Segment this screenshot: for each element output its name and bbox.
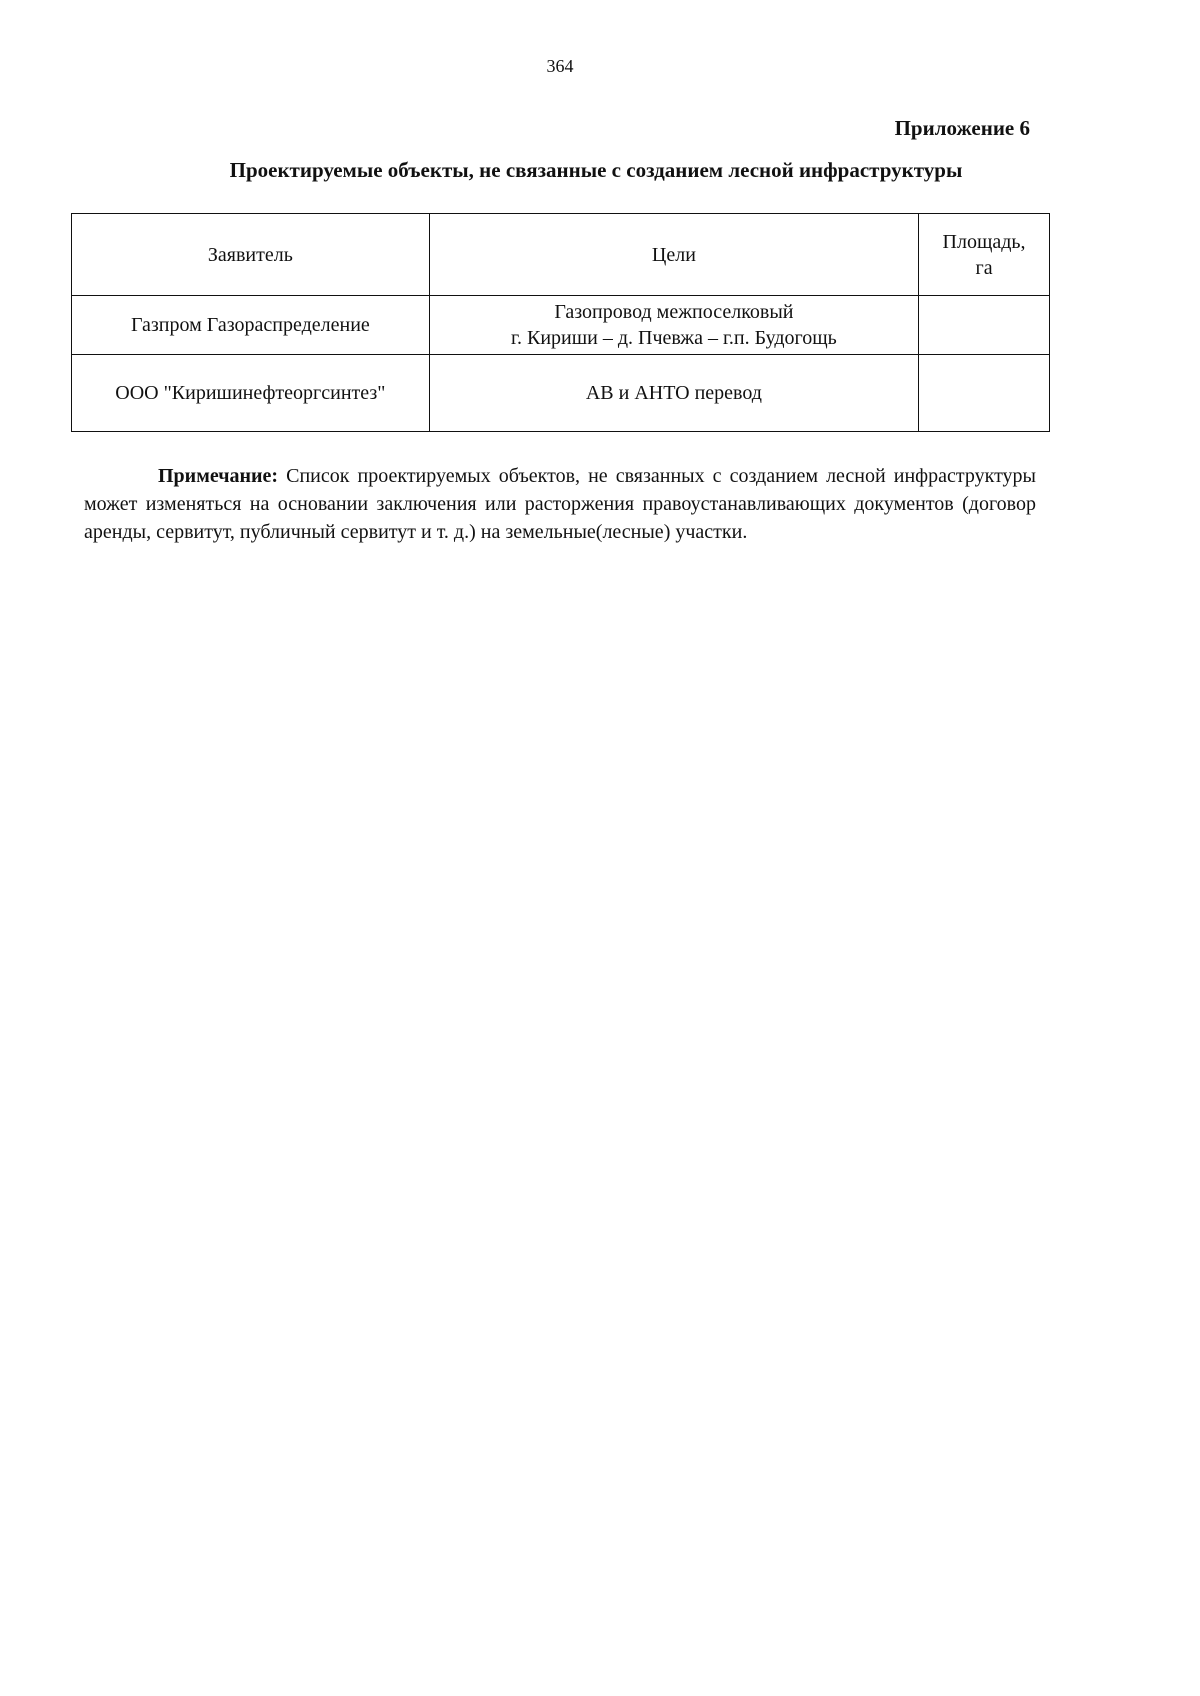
table-row (72, 296, 1050, 355)
note-text: Список проектируемых объектов, не связанных с созданием лесной инфраструктуры может изменяться на основании заключения или расторжения правоустанавливающих документов (договор аренды, сервитут, публичный сервитут и т. д.) на земельные(лесные) участки. (84, 465, 1036, 543)
cell-area (919, 296, 1050, 355)
header-area-line1: Площадь, (942, 230, 1026, 253)
header-area-line2: га (975, 256, 993, 279)
page-title: Проектируемые объекты, не связанные с созданием лесной инфраструктуры (229, 158, 963, 182)
cell-goal (429, 296, 918, 355)
objects-table (71, 213, 1050, 432)
cell-applicant: Газпром Газораспределение (72, 296, 430, 355)
header-area (919, 214, 1050, 296)
note-label: Примечание: (158, 465, 279, 487)
page-number: 364 (546, 56, 574, 76)
note-paragraph (84, 462, 1036, 546)
appendix-label: Приложение 6 (894, 116, 1030, 140)
table-row (72, 355, 1050, 432)
cell-goal-line1: Газопровод межпоселковый (554, 301, 794, 323)
cell-goal: АВ и АНТО перевод (429, 355, 918, 432)
header-goal: Цели (429, 214, 918, 296)
cell-goal-line2: г. Кириши – д. Пчевжа – г.п. Будогощь (511, 327, 837, 349)
table-header-row (72, 214, 1050, 296)
cell-area (919, 355, 1050, 432)
cell-applicant: ООО "Киришинефтеоргсинтез" (72, 355, 430, 432)
header-applicant: Заявитель (72, 214, 430, 296)
